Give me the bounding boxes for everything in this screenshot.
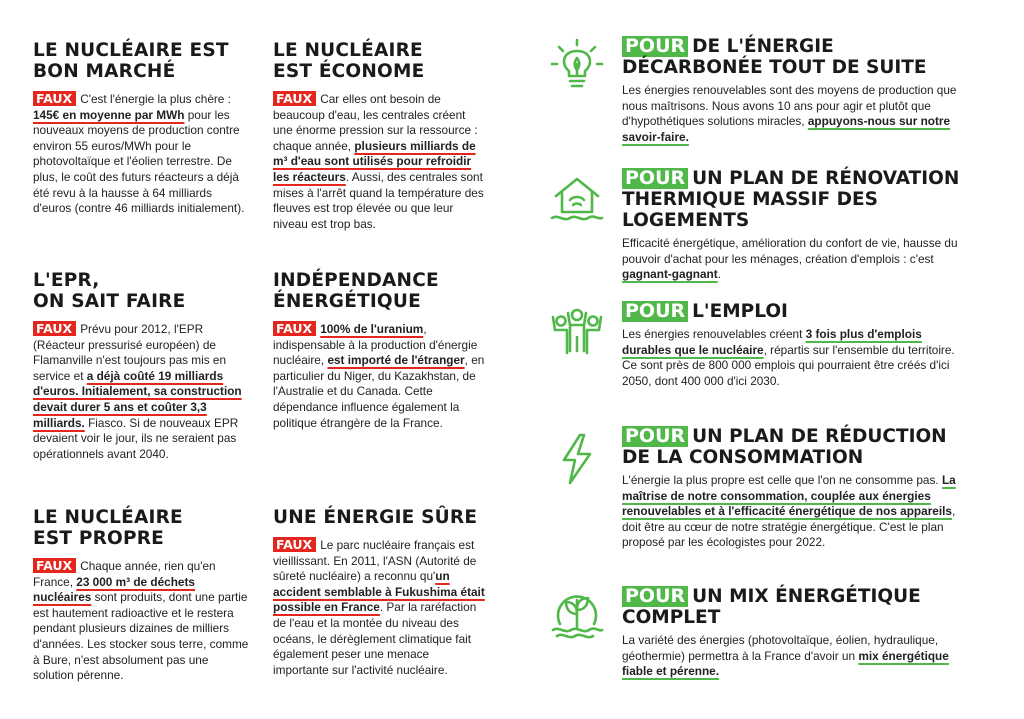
pour-title: POUR DE L'ÉNERGIE DÉCARBONÉE TOUT DE SUITE [622,35,927,78]
myth-independance [273,270,485,431]
myth-title: LE NUCLÉAIRE EST ÉCONOME [273,40,425,82]
myth-econome [273,40,485,232]
myth-title: UNE ÉNERGIE SÛRE [273,507,478,528]
faux-badge: FAUX [33,91,76,106]
pour-text: Les énergies renouvelables créent 3 fois plus d'emplois durables que le nucléaire, répartis sur l'ensemble du territoire. Ce sont près de 800 000 emplois qui pourraient être créés d'ici 2050, dont 400 000 d'ici 2030. [622,327,955,388]
lightning-icon [548,430,606,488]
faux-badge: FAUX [273,537,316,552]
pour-badge: POUR [622,301,688,322]
myth-epr [33,270,249,462]
faux-badge: FAUX [273,321,316,336]
pour-title: POUR UN PLAN DE RÉDUCTION DE LA CONSOMMATION [622,425,947,468]
pour-badge: POUR [622,168,688,189]
pour-text: Les énergies renouvelables sont des moyens de production que nous maîtrisons. Nous avons 10 ans pour agir et plutôt que d'hypothétiques solutions miracles, appuyons-nous sur notre savoir-faire. [622,83,957,144]
people-icon [548,303,606,361]
myth-title: INDÉPENDANCE ÉNERGÉTIQUE [273,270,439,312]
myth-propre [33,507,249,684]
pour-text: Efficacité énergétique, amélioration du confort de vie, hausse du pouvoir d'achat pour les ménages, création d'emplois : c'est gagnant-gagnant. [622,236,958,282]
pour-text: L'énergie la plus propre est celle que l'on ne consomme pas. La maîtrise de notre consommation, couplée aux énergies renouvelables et à l'efficacité énergétique de nos appareils, doit être au cœur de notre stratégie énergétique. C'est le plan proposé par les écologistes pour 2022. [622,473,956,550]
faux-badge: FAUX [33,321,76,336]
pour-text: La variété des énergies (photovoltaïque, éolien, hydraulique, géothermie) permettra à la France d'avoir un mix énergétique fiable et pérenne. [622,633,949,679]
myth-text: FAUX Prévu pour 2012, l'EPR (Réacteur pressurisé européen) de Flamanville n'est toujours pas mis en service et a déjà coûté 19 milliards d'euros. Initialement, sa construction devait durer 5 ans et coûter 3,3 milliards. Fiasco. Si de nouveaux EPR devaient voir le jour, ils ne seraient pas opérationnels avant 2040. [33,321,242,461]
pour-badge: POUR [622,426,688,447]
pour-title: POUR UN PLAN DE RÉNOVATION THERMIQUE MASSIF DES LOGEMENTS [622,167,960,231]
faux-badge: FAUX [33,558,76,573]
pour-badge: POUR [622,36,688,57]
house-icon [548,170,606,228]
myth-sure [273,507,485,678]
myth-text: FAUX 100% de l'uranium, indispensable à la production d'énergie nucléaire, est importé de l'étranger, en particulier du Niger, du Kazakhstan, de l'Australie et du Canada. Cette dépendance influence également la politique étrangère de la France. [273,321,485,430]
myth-text: FAUX Le parc nucléaire français est vieillissant. En 2011, l'ASN (Autorité de sûreté nucléaire) a reconnu qu'un accident semblable à Fukushima était possible en France. Par la raréfaction de l'eau et la montée du niveau des océans, le dérèglement climatique fait également peser une menace importante sur l'activité nucléaire. [273,537,485,677]
faux-badge: FAUX [273,91,316,106]
pour-title: POUR L'EMPLOI [622,301,968,322]
myth-title: LE NUCLÉAIRE EST BON MARCHÉ [33,40,229,82]
pour-title: POUR UN MIX ÉNERGÉTIQUE COMPLET [622,585,921,628]
myth-text: FAUX Chaque année, rien qu'en France, 23 000 m³ de déchets nucléaires sont produits, dont une partie est hautement radioactive et le restera pendant plusieurs dizaines de milliers d'années. Les stocker sous terre, comme à Bure, n'est absolument pas une solution pérenne. [33,558,249,683]
plant-globe-icon [548,584,606,642]
myth-cheap [33,40,249,217]
pour-badge: POUR [622,586,688,607]
myth-text: FAUX Car elles ont besoin de beaucoup d'eau, les centrales créent une énorme pression sur la ressource : chaque année, plusieurs milliards de m³ d'eau sont utilisés pour refroidir les réacteurs. Aussi, des centrales sont mises à l'arrêt quand la température des fleuves est trop élevée ou que leur niveau est trop bas. [273,91,484,231]
myth-text: FAUX C'est l'énergie la plus chère : 145€ en moyenne par MWh pour les nouveaux moyens de production contre environ 55 euros/MWh pour le photovoltaïque et l'éolien terrestre. De plus, le coût des futurs réacteurs a déjà été revu à la hausse à 64 milliards d'euros (contre 46 milliards initialement). [33,91,245,216]
myth-title: LE NUCLÉAIRE EST PROPRE [33,507,183,549]
myth-title: L'EPR, ON SAIT FAIRE [33,270,186,312]
lightbulb-icon [548,36,606,94]
